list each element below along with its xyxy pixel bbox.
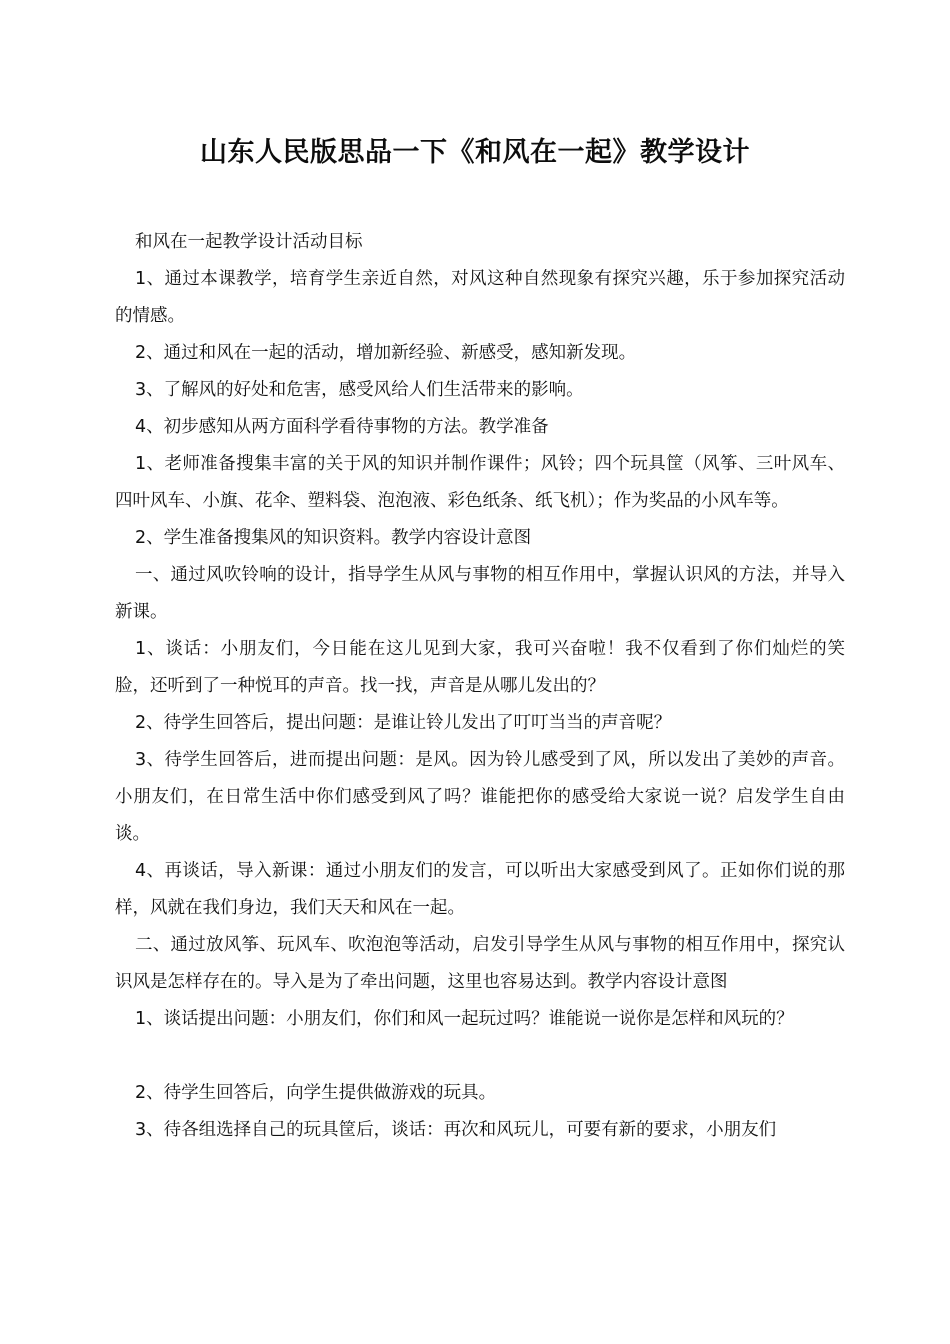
- paragraph-activity-1: 1、谈话提出问题：小朋友们，你们和风一起玩过吗？谁能说一说你是怎样和风玩的？: [135, 1009, 794, 1029]
- paragraph-activity-2: 2、待学生回答后，向学生提供做游戏的玩具。: [135, 1083, 497, 1103]
- paragraph-step-1: 1、谈话：小朋友们，今日能在这儿见到大家，我可兴奋啦！我不仅看到了你们灿烂的笑脸，还听到了一种悦耳的声音。找一找，声音是从哪儿发出的？: [115, 639, 845, 696]
- paragraph-activity-3: 3、待各组选择自己的玩具筐后，谈话：再次和风玩儿，可要有新的要求，小朋友们: [135, 1120, 777, 1140]
- paragraph-step-3: 3、待学生回答后，进而提出问题：是风。因为铃儿感受到了风，所以发出了美妙的声音。小朋友们，在日常生活中你们感受到风了吗？谁能把你的感受给大家说一说？启发学生自由谈。: [115, 750, 845, 844]
- blank-line: [115, 1038, 845, 1075]
- paragraph-objective-4: 4、初步感知从两方面科学看待事物的方法。教学准备: [135, 417, 549, 437]
- paragraph-objectives-heading: 和风在一起教学设计活动目标: [135, 232, 363, 252]
- paragraph-section-two: 二、通过放风筝、玩风车、吹泡泡等活动，启发引导学生从风与事物的相互作用中，探究认识风是怎样存在的。导入是为了牵出问题，这里也容易达到。教学内容设计意图: [115, 935, 845, 992]
- paragraph-objective-1: 1、通过本课教学，培育学生亲近自然，对风这种自然现象有探究兴趣，乐于参加探究活动的情感。: [115, 269, 845, 326]
- paragraph-step-4: 4、再谈话，导入新课：通过小朋友们的发言，可以听出大家感受到风了。正如你们说的那样，风就在我们身边，我们天天和风在一起。: [115, 861, 845, 918]
- paragraph-prep-teacher: 1、老师准备搜集丰富的关于风的知识并制作课件；风铃；四个玩具筐（风筝、三叶风车、四叶风车、小旗、花伞、塑料袋、泡泡液、彩色纸条、纸飞机）；作为奖品的小风车等。: [115, 454, 845, 511]
- paragraph-prep-student: 2、学生准备搜集风的知识资料。教学内容设计意图: [135, 528, 532, 548]
- document-body: [115, 224, 845, 1149]
- document-title: 山东人民版思品一下《和风在一起》教学设计: [200, 137, 750, 168]
- paragraph-step-2: 2、待学生回答后，提出问题：是谁让铃儿发出了叮叮当当的声音呢？: [135, 713, 672, 733]
- paragraph-objective-3: 3、了解风的好处和危害，感受风给人们生活带来的影响。: [135, 380, 584, 400]
- paragraph-objective-2: 2、通过和风在一起的活动，增加新经验、新感受，感知新发现。: [135, 343, 637, 363]
- paragraph-section-one: 一、通过风吹铃响的设计，指导学生从风与事物的相互作用中，掌握认识风的方法，并导入新课。: [115, 565, 845, 622]
